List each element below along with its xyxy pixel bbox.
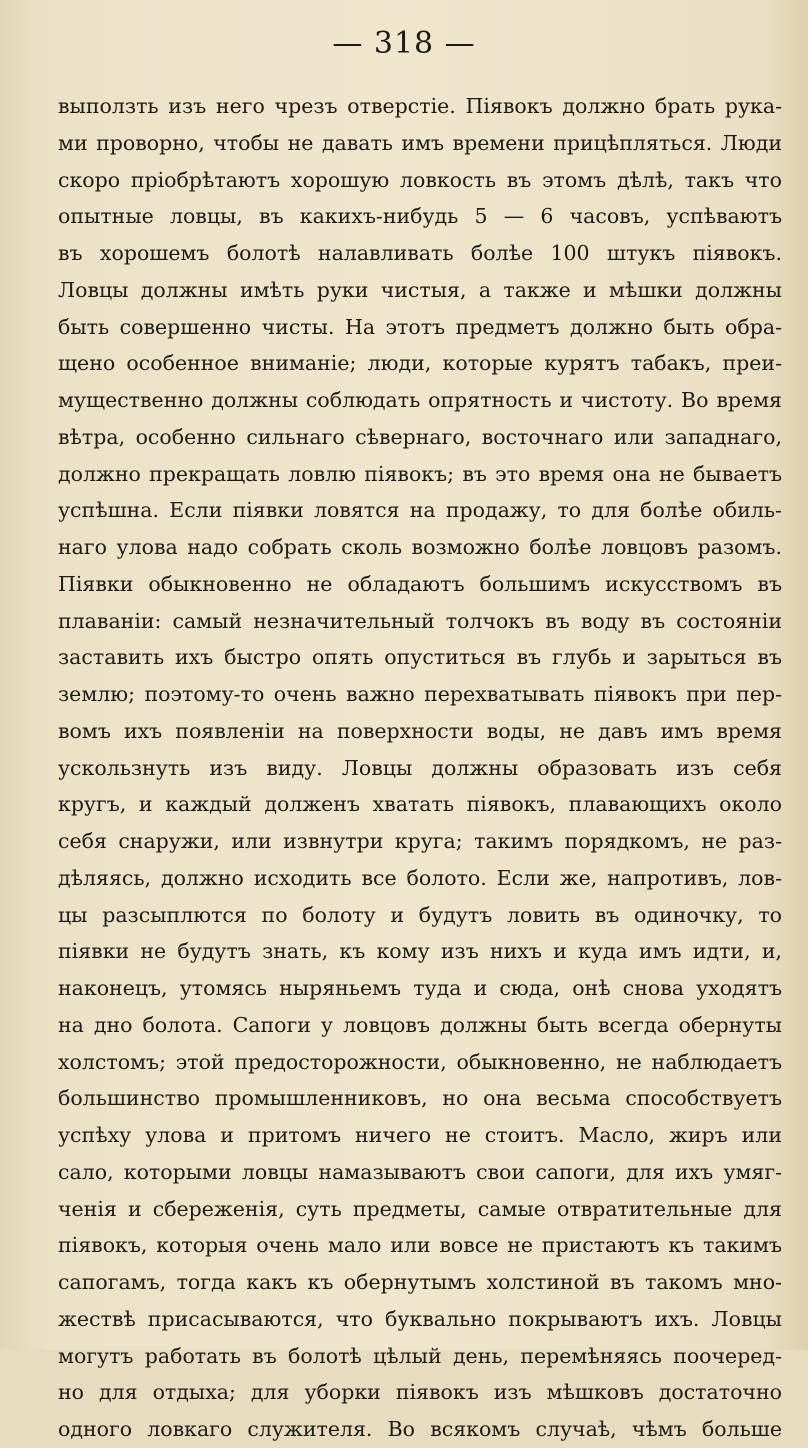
text-line: опытные ловцы, въ какихъ-нибудь 5 — 6 часовъ, успѣваютъ bbox=[58, 204, 782, 229]
text-line: ускользнуть изъ виду. Ловцы должны образовать изъ себя bbox=[58, 755, 782, 780]
text-line: на дно болота. Сапоги у ловцовъ должны быть всегда обернуты bbox=[58, 1012, 782, 1037]
text-line: Піявки обыкновенно не обладаютъ большимъ искусствомъ въ bbox=[58, 571, 782, 596]
text-line: холстомъ; этой предосторожности, обыкновенно, не наблюдаетъ bbox=[58, 1049, 782, 1074]
text-line: заставить ихъ быстро опять опуститься въ глубь и зарыться въ bbox=[58, 645, 782, 670]
text-line: ченія и сбереженія, суть предметы, самые отвратительные для bbox=[58, 1196, 782, 1221]
text-line: должно прекращать ловлю піявокъ; въ это время она не бываетъ bbox=[58, 461, 782, 486]
text-line: себя снаружи, или извнутри круга; такимъ порядкомъ, не раз- bbox=[58, 829, 782, 853]
text-line: одного ловкаго служителя. Во всякомъ случаѣ, чѣмъ больше bbox=[58, 1417, 782, 1441]
text-line: мущественно должны соблюдать опрятность и чистоту. Во время bbox=[58, 388, 782, 412]
page-number: — 318 — bbox=[332, 26, 476, 61]
text-line: вомъ ихъ появленіи на поверхности воды, не давъ имъ время bbox=[58, 718, 782, 743]
text-line: вѣтра, особенно сильнаго сѣвернаго, восточнаго или западнаго, bbox=[58, 424, 782, 449]
text-line: сало, которыми ловцы намазываютъ свои сапоги, для ихъ умяг- bbox=[58, 1159, 782, 1184]
text-line: плаваніи: самый незначительный толчокъ въ воду въ состояніи bbox=[58, 608, 782, 633]
text-line: піявки не будутъ знать, къ кому изъ нихъ и куда имъ идти, и, bbox=[58, 939, 782, 964]
text-line: ми проворно, чтобы не давать имъ времени прицѣпляться. Люди bbox=[58, 130, 782, 155]
text-line: піявокъ, которыя очень мало или вовсе не пристаютъ къ такимъ bbox=[58, 1233, 782, 1258]
text-line: кругъ, и каждый долженъ хватать піявокъ, плавающихъ около bbox=[58, 792, 782, 817]
text-line: большинство промышленниковъ, но она весьма способствуетъ bbox=[58, 1086, 782, 1111]
text-line: успѣху улова и притомъ ничего не стоитъ. Масло, жиръ или bbox=[58, 1123, 782, 1147]
text-line: быть совершенно чисты. На этотъ предметъ должно быть обра- bbox=[58, 314, 782, 339]
text-line: жествѣ присасываются, что буквально покрываютъ ихъ. Ловцы bbox=[58, 1306, 782, 1331]
text-line: наконецъ, утомясь ныряньемъ туда и сюда, онѣ снова уходятъ bbox=[58, 976, 782, 1000]
text-line: цы разсыплются по болоту и будутъ ловить въ одиночку, то bbox=[58, 902, 782, 927]
text-line: могутъ работать въ болотѣ цѣлый день, перемѣняясь поочеред- bbox=[58, 1343, 782, 1368]
text-line: но для отдыха; для уборки піявокъ изъ мѣшковъ достаточно bbox=[58, 1380, 782, 1405]
body-text bbox=[58, 88, 782, 1448]
text-line: наго улова надо собрать сколь возможно болѣе ловцовъ разомъ. bbox=[58, 535, 782, 559]
text-line: скоро пріобрѣтаютъ хорошую ловкость въ этомъ дѣлѣ, такъ что bbox=[58, 167, 782, 192]
text-line: землю; поэтому-то очень важно перехватывать піявокъ при пер- bbox=[58, 682, 782, 706]
text-line: Ловцы должны имѣть руки чистыя, а также и мѣшки должны bbox=[58, 277, 782, 302]
text-line: успѣшна. Если піявки ловятся на продажу, то для болѣе обиль- bbox=[58, 498, 782, 523]
text-line: выползть изъ него чрезъ отверстіе. Піявокъ должно брать рука- bbox=[58, 94, 782, 118]
text-line: щено особенное вниманіе; люди, которые курятъ табакъ, преи- bbox=[58, 351, 782, 376]
text-line: въ хорошемъ болотѣ налавливать болѣе 100 штукъ піявокъ. bbox=[58, 241, 782, 265]
text-line: сапогамъ, тогда какъ къ обернутымъ холстиной въ такомъ мно- bbox=[58, 1270, 782, 1294]
text-line: дѣляясь, должно исходить все болото. Если же, напротивъ, лов- bbox=[58, 865, 782, 890]
